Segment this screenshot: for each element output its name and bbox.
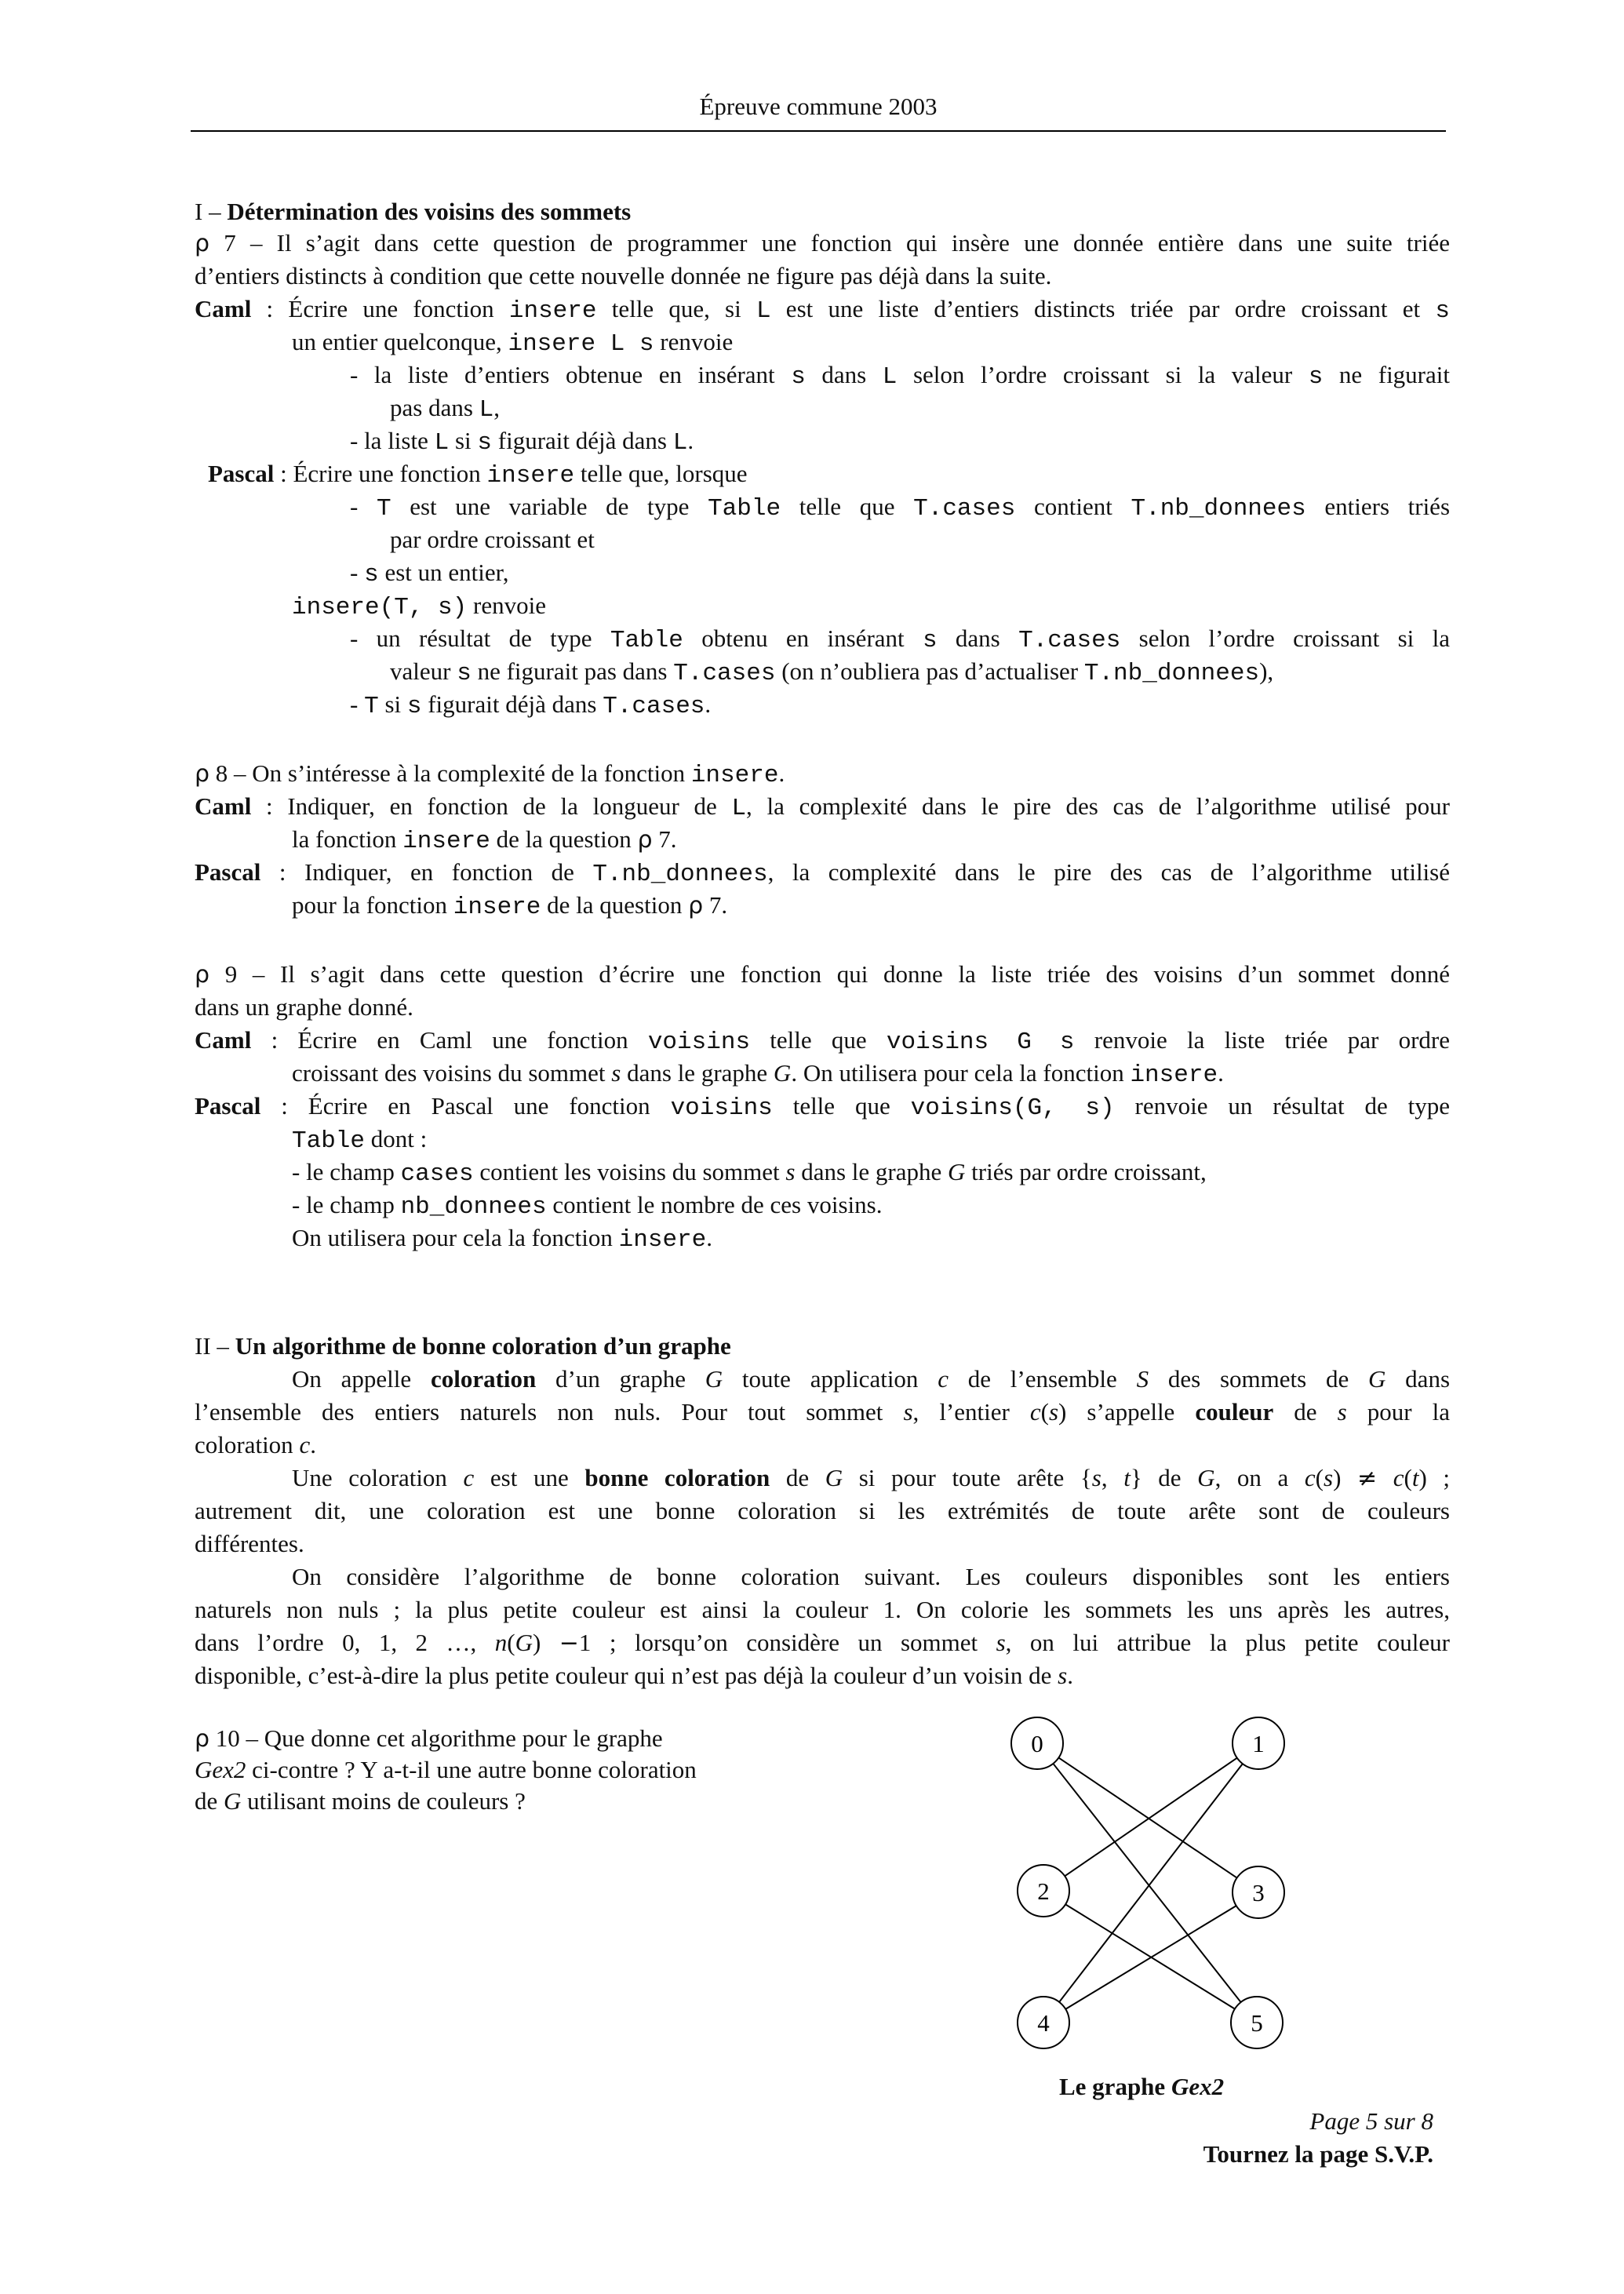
q8-pascal-line-1: Pascal : Indiquer, en fonction de T.nb_donnees, la complexité dans le pire des cas de l’algorithme utilisé (195, 858, 1450, 888)
q10-line-2: Gex2 ci-contre ? Y a-t-il une autre bonne coloration (195, 1756, 697, 1783)
graph-vertex-label-4: 4 (1037, 2009, 1050, 2037)
s2-p3-line-1: On considère l’algorithme de bonne coloration suivant. Les couleurs disponibles sont les entiers (292, 1563, 1450, 1590)
graph-vertex-label-2: 2 (1037, 1877, 1050, 1905)
q9-line-1: ρ 9 – Il s’agit dans cette question d’écrire une fonction qui donne la liste triée des voisins d’un sommet donné (195, 960, 1450, 989)
q8-pascal-line-2: pour la fonction insere de la question ρ 7. (292, 891, 728, 921)
q9-pascal-line-2: Table dont : (292, 1125, 428, 1155)
graph-gex2 (981, 1710, 1334, 2103)
q7-line-1: ρ 7 – Il s’agit dans cette question de programmer une fonction qui insère une donnée entière dans une suite triée (195, 229, 1451, 257)
q10-line-3: de G utilisant moins de couleurs ? (195, 1787, 526, 1815)
section-1-heading: I – Détermination des voisins des sommets (195, 198, 632, 225)
graph-edge-0-5 (1053, 1764, 1240, 2002)
q8-line-1: ρ 8 – On s’intéresse à la complexité de la fonction insere. (195, 759, 785, 789)
s2-p2-line-1: Une coloration c est une bonne coloration de G si pour toute arête {s, t} de G, on a c(s) ≠ c(t) ; (292, 1464, 1451, 1492)
q9-pascal-item-1: - le champ cases contient les voisins du sommet s dans le graphe G triés par ordre croissant, (292, 1158, 1207, 1188)
q9-caml-line-1: Caml : Écrire en Caml une fonction voisins telle que voisins G s renvoie la liste triée par ordre (195, 1026, 1451, 1056)
q9-pascal-item-2: - le champ nb_donnees contient le nombre de ces voisins. (292, 1191, 883, 1221)
q8-caml-line-2: la fonction insere de la question ρ 7. (292, 825, 677, 855)
s2-p2-line-3: différentes. (195, 1530, 304, 1557)
header-rule (191, 130, 1446, 132)
section-2-heading: II – Un algorithme de bonne coloration d’un graphe (195, 1332, 731, 1360)
q7-line-2: d’entiers distincts à condition que cette nouvelle donnée ne figure pas déjà dans la suite. (195, 262, 1052, 289)
graph-vertex-label-1: 1 (1252, 1730, 1265, 1757)
q9-pascal-item-3: On utilisera pour cela la fonction insere. (292, 1224, 713, 1254)
s2-p1-line-1: On appelle coloration d’un graphe G toute application c de l’ensemble S des sommets de G dans (292, 1365, 1451, 1393)
q7-caml-line-1: Caml : Écrire une fonction insere telle que, si L est une liste d’entiers distincts triée par ordre croissant et s (195, 295, 1450, 325)
page-number: Page 5 sur 8 (1309, 2107, 1433, 2135)
q7-pascal-result-1: - un résultat de type Table obtenu en insérant s dans T.cases selon l’ordre croissant si la (350, 624, 1450, 654)
q7-caml-bullet-1: - la liste d’entiers obtenue en insérant s dans L selon l’ordre croissant si la valeur s ne figurait (350, 361, 1450, 391)
q9-pascal-line-1: Pascal : Écrire en Pascal une fonction voisins telle que voisins(G, s) renvoie un résultat de type (195, 1092, 1450, 1122)
q7-pascal-result-2: - T si s figurait déjà dans T.cases. (350, 690, 712, 720)
q7-pascal-bullet-1-cont: par ordre croissant et (390, 526, 595, 553)
q7-pascal-bullet-1: - T est une variable de type Table telle que T.cases contient T.nb_donnees entiers triés (350, 493, 1451, 523)
s2-p3-line-3: dans l’ordre 0, 1, 2 …, n(G) −1 ; lorsqu’on considère un sommet s, on lui attribue la plus petite couleur (195, 1629, 1450, 1657)
q8-caml-line-1: Caml : Indiquer, en fonction de la longueur de L, la complexité dans le pire des cas de l’algorithme utilisé pour (195, 792, 1450, 822)
q7-pascal-line-1: Pascal : Écrire une fonction insere telle que, lorsque (208, 460, 748, 490)
q7-pascal-call: insere(T, s) renvoie (292, 592, 546, 621)
q9-line-2: dans un graphe donné. (195, 993, 413, 1021)
graph-caption: Le graphe Gex2 (1059, 2073, 1225, 2100)
s2-p3-line-4: disponible, c’est-à-dire la plus petite couleur qui n’est pas déjà la couleur d’un voisin de s. (195, 1662, 1073, 1689)
q7-caml-line-2: un entier quelconque, insere L s renvoie (292, 328, 734, 358)
graph-edge-1-4 (1059, 1764, 1243, 2002)
graph-vertex-label-3: 3 (1252, 1879, 1265, 1906)
q7-caml-bullet-2: - la liste L si s figurait déjà dans L. (350, 427, 694, 457)
s2-p1-line-3: coloration c. (195, 1431, 316, 1458)
s2-p3-line-2: naturels non nuls ; la plus petite couleur est ainsi la couleur 1. On colorie les sommets les uns après les autres, (195, 1596, 1450, 1623)
s2-p1-line-2: l’ensemble des entiers naturels non nuls. Pour tout sommet s, l’entier c(s) s’appelle couleur de s pour la (195, 1398, 1451, 1426)
graph-edge-1-2 (1065, 1758, 1237, 1877)
q9-caml-line-2: croissant des voisins du sommet s dans le graphe G. On utilisera pour cela la fonction insere. (292, 1059, 1224, 1089)
s2-p2-line-2: autrement dit, une coloration est une bonne coloration si les extrémités de toute arête sont de couleurs (195, 1497, 1450, 1524)
graph-vertex-label-0: 0 (1031, 1730, 1043, 1757)
q7-pascal-result-1-cont: valeur s ne figurait pas dans T.cases (on n’oubliera pas d’actualiser T.nb_donnees), (390, 657, 1274, 687)
q10-line-1: ρ 10 – Que donne cet algorithme pour le graphe (195, 1724, 663, 1753)
page-header: Épreuve commune 2003 (699, 93, 938, 120)
q7-caml-bullet-1-cont: pas dans L, (390, 394, 501, 424)
graph-vertex-label-5: 5 (1251, 2009, 1263, 2037)
turn-page-note: Tournez la page S.V.P. (1203, 2140, 1433, 2168)
q7-pascal-bullet-2: - s est un entier, (350, 559, 509, 588)
